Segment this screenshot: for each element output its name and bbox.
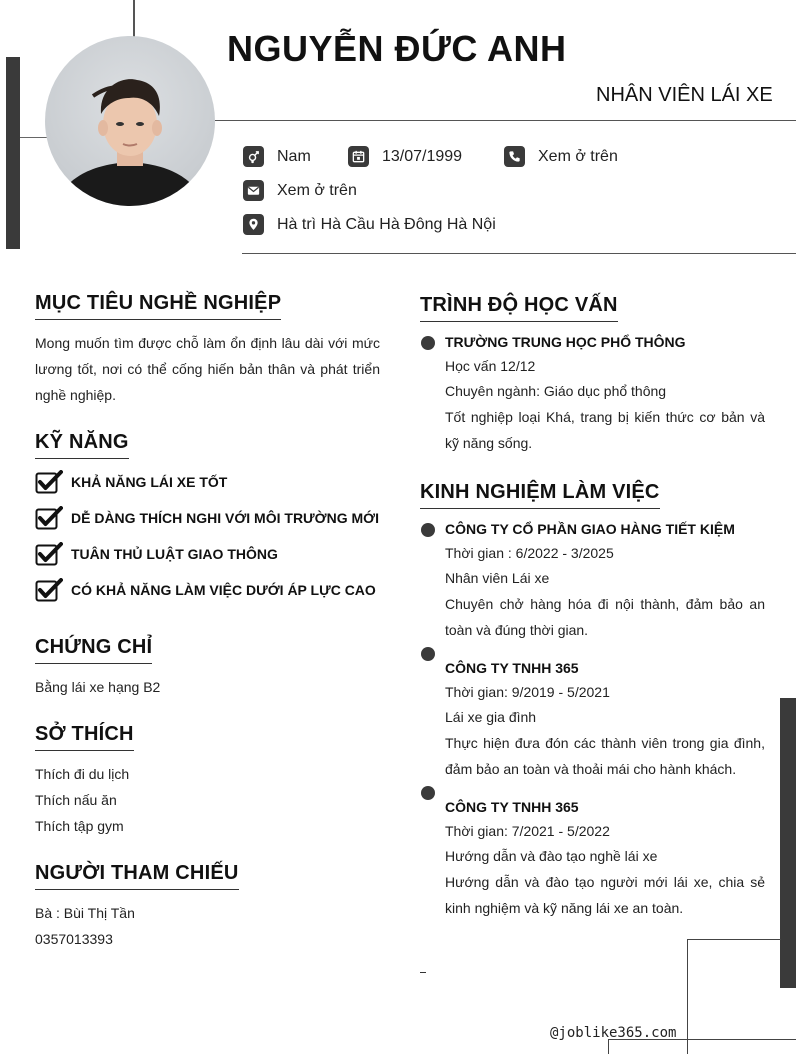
company-name: CÔNG TY CỔ PHẦN GIAO HÀNG TIẾT KIỆM bbox=[445, 521, 735, 537]
right-decor-bar bbox=[780, 698, 796, 988]
timeline-dot bbox=[421, 336, 435, 350]
corner-decor-line bbox=[687, 939, 781, 940]
corner-decor-line bbox=[608, 1039, 609, 1054]
job-time: Thời gian: 9/2019 - 5/2021 bbox=[445, 684, 610, 700]
phone-icon bbox=[504, 146, 525, 167]
hobby-item: Thích tập gym bbox=[35, 818, 124, 834]
watermark-text: @joblike365.com bbox=[550, 1025, 677, 1041]
header-divider bbox=[215, 120, 796, 121]
checkbox-checked-icon bbox=[35, 578, 63, 602]
calendar-icon bbox=[348, 146, 369, 167]
gender-value: Nam bbox=[277, 147, 311, 165]
job-position: Hướng dẫn và đào tạo nghề lái xe bbox=[445, 848, 658, 864]
certificate-item: Bằng lái xe hạng B2 bbox=[35, 679, 161, 695]
phone-value: Xem ở trên bbox=[538, 147, 618, 165]
decor-dash bbox=[420, 972, 426, 973]
company-name: CÔNG TY TNHH 365 bbox=[445, 799, 579, 815]
contact-gender bbox=[243, 146, 311, 167]
contact-address bbox=[243, 214, 496, 235]
skill-item bbox=[35, 470, 227, 494]
company-name: CÔNG TY TNHH 365 bbox=[445, 660, 579, 676]
certificates-section bbox=[35, 636, 152, 664]
skill-label: CÓ KHẢ NĂNG LÀM VIỆC DƯỚI ÁP LỰC CAO bbox=[71, 582, 376, 598]
education-title: TRÌNH ĐỘ HỌC VẤN bbox=[420, 294, 618, 322]
education-major: Chuyên ngành: Giáo dục phổ thông bbox=[445, 383, 667, 399]
skill-item bbox=[35, 506, 379, 530]
avatar-decor-line bbox=[20, 137, 48, 138]
checkbox-checked-icon bbox=[35, 506, 63, 530]
job-desc: Hướng dẫn và đào tạo người mới lái xe, chia sẻ kinh nghiệm và kỹ năng lái xe an toàn. bbox=[445, 874, 765, 916]
reference-name: Bà : Bùi Thị Tần bbox=[35, 905, 135, 921]
skill-label: TUÂN THỦ LUẬT GIAO THÔNG bbox=[71, 546, 278, 562]
job-position: Lái xe gia đình bbox=[445, 709, 537, 725]
checkbox-checked-icon bbox=[35, 542, 63, 566]
job-position: Nhân viên Lái xe bbox=[445, 570, 550, 586]
certificates-title: CHỨNG CHỈ bbox=[35, 636, 152, 664]
hobby-item: Thích đi du lịch bbox=[35, 766, 130, 782]
left-decor-bar bbox=[6, 57, 20, 249]
address-value: Hà trì Hà Cầu Hà Đông Hà Nội bbox=[277, 215, 496, 233]
skills-title: KỸ NĂNG bbox=[35, 431, 129, 459]
hobbies-section bbox=[35, 723, 134, 751]
job-desc: Chuyên chở hàng hóa đi nội thành, đảm bảo an toàn và đúng thời gian. bbox=[445, 596, 765, 638]
references-title: NGƯỜI THAM CHIẾU bbox=[35, 862, 239, 890]
objective-text: Mong muốn tìm được chỗ làm ổn định lâu dài với mức lương tốt, nơi có thể cống hiến bản thân và phát triển nghề nghiệp. bbox=[35, 335, 380, 403]
hobby-item: Thích nấu ăn bbox=[35, 792, 117, 808]
email-value: Xem ở trên bbox=[277, 181, 357, 199]
experience-section bbox=[420, 481, 660, 509]
reference-phone: 0357013393 bbox=[35, 931, 113, 947]
skills-section bbox=[35, 431, 129, 459]
contact-birthday bbox=[348, 146, 462, 167]
avatar bbox=[45, 36, 215, 206]
education-level: Học vấn 12/12 bbox=[445, 358, 536, 374]
contact-phone bbox=[504, 146, 618, 167]
skill-item bbox=[35, 542, 278, 566]
education-section bbox=[420, 294, 618, 322]
timeline-dot bbox=[421, 786, 435, 800]
map-pin-icon bbox=[243, 214, 264, 235]
job-title: NHÂN VIÊN LÁI XE bbox=[596, 84, 773, 106]
timeline-dot bbox=[421, 647, 435, 661]
school-name: TRƯỜNG TRUNG HỌC PHỔ THÔNG bbox=[445, 334, 686, 350]
references-section bbox=[35, 862, 239, 890]
candidate-name: NGUYỄN ĐỨC ANH bbox=[227, 28, 567, 69]
skill-label: DỄ DÀNG THÍCH NGHI VỚI MÔI TRƯỜNG MỚI bbox=[71, 510, 379, 526]
education-desc: Tốt nghiệp loại Khá, trang bị kiến thức cơ bản và kỹ năng sống. bbox=[445, 409, 765, 451]
envelope-icon bbox=[243, 180, 264, 201]
corner-decor-line bbox=[687, 939, 688, 1054]
skill-label: KHẢ NĂNG LÁI XE TỐT bbox=[71, 474, 228, 490]
hobbies-title: SỞ THÍCH bbox=[35, 723, 134, 751]
job-time: Thời gian: 7/2021 - 5/2022 bbox=[445, 823, 610, 839]
skill-item bbox=[35, 578, 376, 602]
job-desc: Thực hiện đưa đón các thành viên trong gia đình, đảm bảo an toàn và thoải mái cho hành khách. bbox=[445, 735, 765, 777]
objective-title: MỤC TIÊU NGHỀ NGHIỆP bbox=[35, 292, 281, 320]
birthday-value: 13/07/1999 bbox=[382, 147, 463, 165]
checkbox-checked-icon bbox=[35, 470, 63, 494]
contact-divider bbox=[242, 253, 796, 254]
top-decor-line bbox=[133, 0, 135, 38]
gender-icon bbox=[243, 146, 264, 167]
timeline-dot bbox=[421, 523, 435, 537]
experience-title: KINH NGHIỆM LÀM VIỆC bbox=[420, 481, 660, 509]
objective-section bbox=[35, 292, 281, 320]
job-time: Thời gian : 6/2022 - 3/2025 bbox=[445, 545, 614, 561]
contact-email bbox=[243, 180, 357, 201]
avatar-photo bbox=[45, 36, 215, 206]
